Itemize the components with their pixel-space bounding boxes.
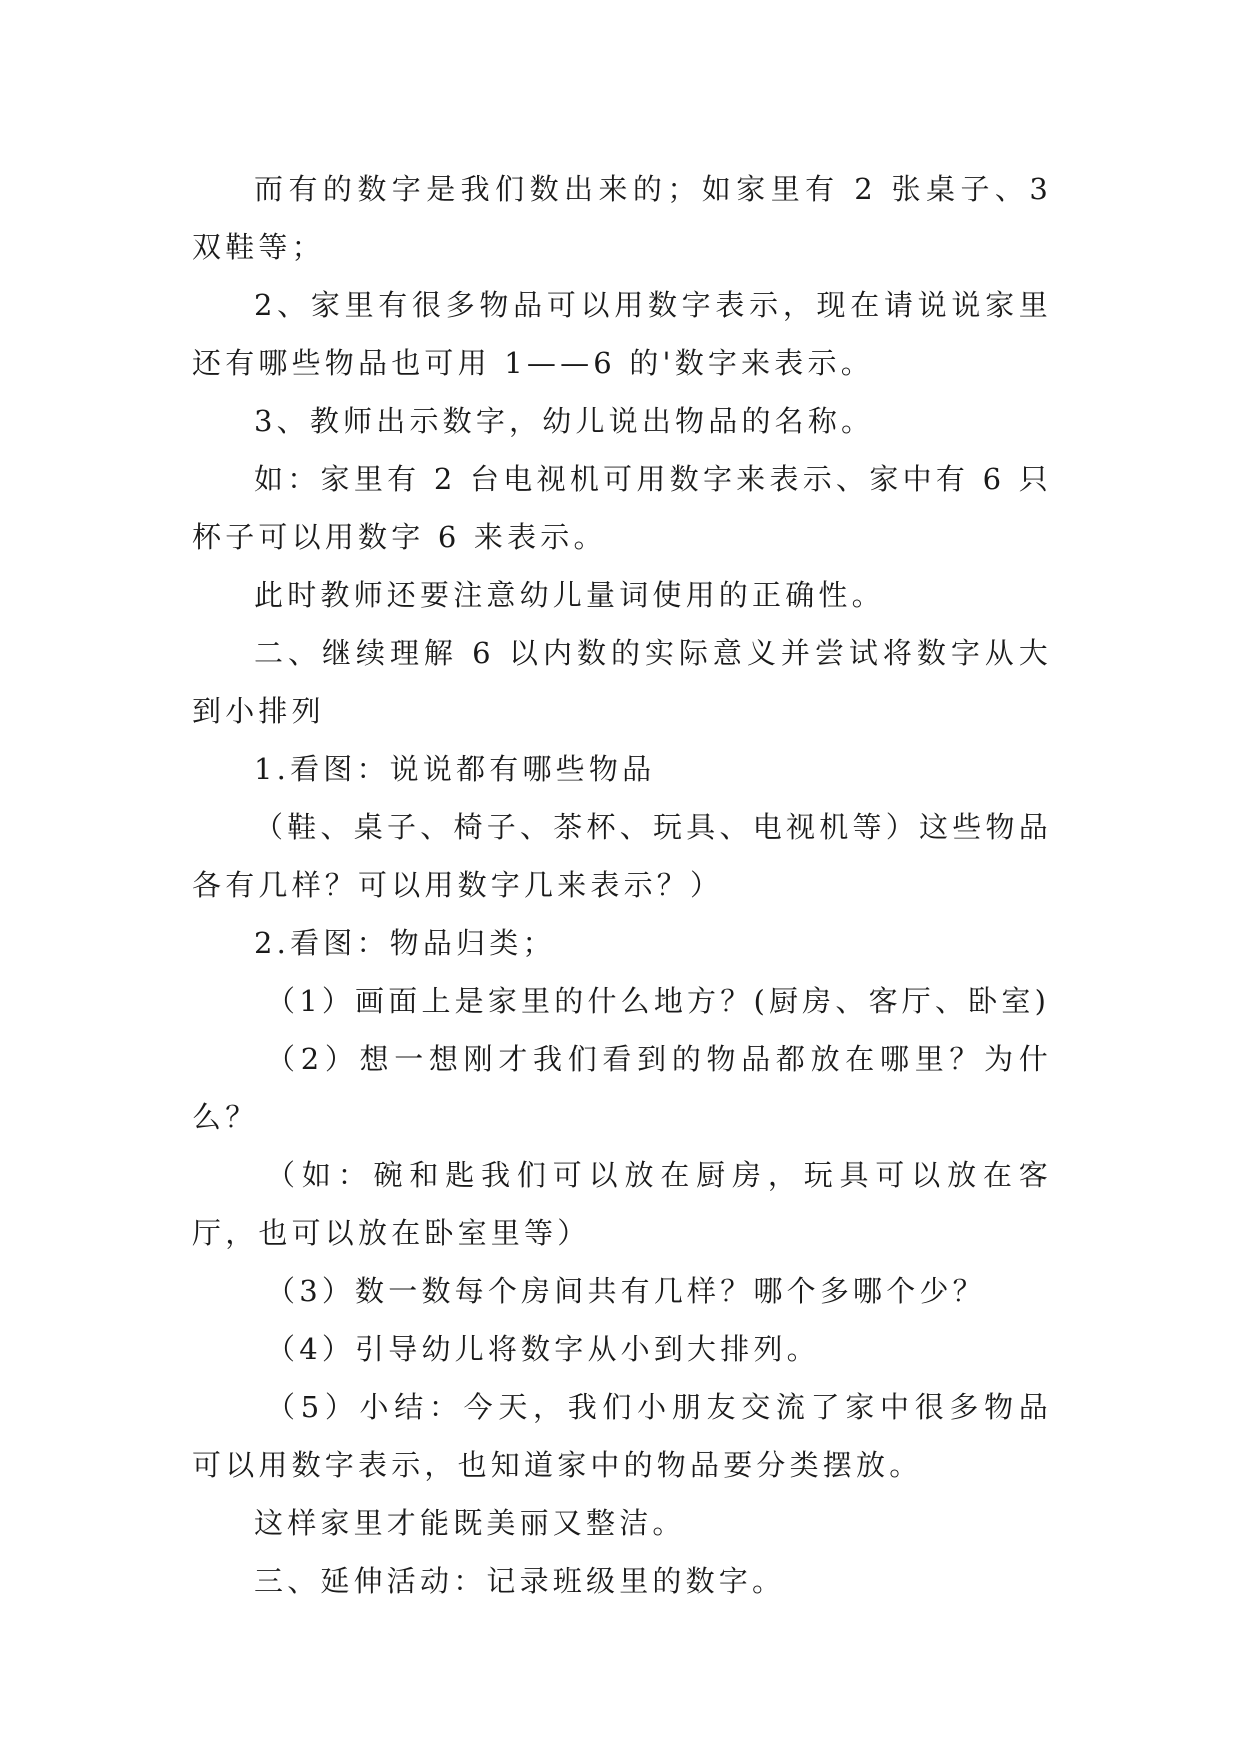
paragraph: 此时教师还要注意幼儿量词使用的正确性。: [254, 578, 885, 612]
section-heading: 三、延伸活动：记录班级里的数字。: [254, 1564, 786, 1598]
paragraph: （鞋、桌子、椅子、茶杯、玩具、电视机等）这些物品各有几样？可以用数字几来表示？）: [192, 810, 1052, 902]
paragraph: 如：家里有 2 台电视机可用数字来表示、家中有 6 只杯子可以用数字 6 来表示。: [192, 462, 1052, 554]
document-body: [192, 160, 1052, 1610]
paragraph: 3、教师出示数字，幼儿说出物品的名称。: [254, 404, 875, 438]
paragraph: 这样家里才能既美丽又整洁。: [254, 1506, 686, 1540]
sub-item: （1）画面上是家里的什么地方？(厨房、客厅、卧室): [266, 984, 1051, 1018]
section-heading: 二、继续理解 6 以内数的实际意义并尝试将数字从大到小排列: [192, 636, 1052, 728]
paragraph: 而有的数字是我们数出来的；如家里有 2 张桌子、3 双鞋等；: [192, 172, 1052, 264]
sub-item: （4）引导幼儿将数字从小到大排列。: [266, 1332, 820, 1366]
paragraph: 2、家里有很多物品可以用数字表示，现在请说说家里还有哪些物品也可用 1——6 的'数字来表示。: [192, 288, 1052, 380]
sub-item: （3）数一数每个房间共有几样？哪个多哪个少？: [266, 1274, 986, 1308]
sub-item: （5）小结：今天，我们小朋友交流了家中很多物品可以用数字表示，也知道家中的物品要分类摆放。: [192, 1390, 1052, 1482]
sub-item: （2）想一想刚才我们看到的物品都放在哪里？为什么？: [192, 1042, 1052, 1134]
paragraph: 1.看图：说说都有哪些物品: [254, 752, 656, 786]
paragraph: 2.看图：物品归类；: [254, 926, 556, 960]
paragraph: （如：碗和匙我们可以放在厨房，玩具可以放在客厅，也可以放在卧室里等）: [192, 1158, 1052, 1250]
